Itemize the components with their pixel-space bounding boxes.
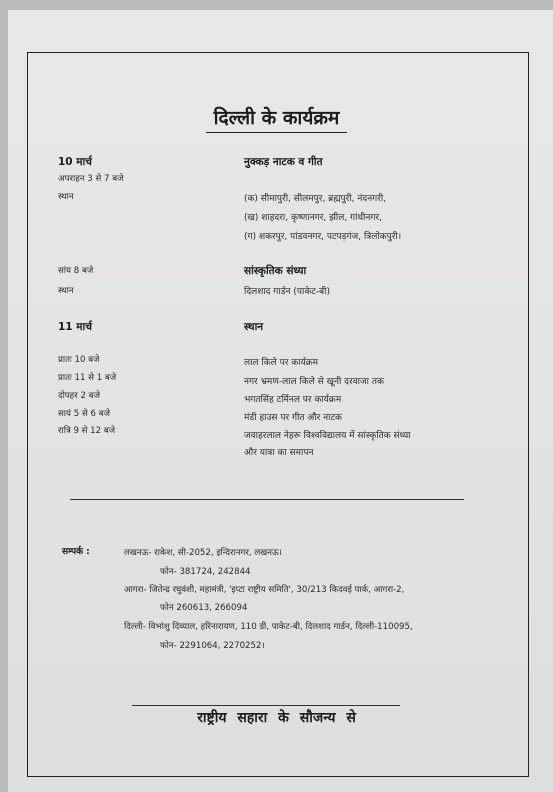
page-title: दिल्ली के कार्यक्रम [0,104,553,133]
schedule-time: सायं 5 से 6 बजे [58,409,110,419]
contact-line: फोन- 381724, 242844 [160,567,251,577]
section-divider [70,499,464,500]
day1-place-label: स्थान [58,192,74,202]
day2-date: 11 मार्च [58,321,92,333]
day1-date: 10 मार्च [58,156,92,168]
contact-label: सम्पर्क : [62,547,90,557]
day1-venue-1: (क) सीमापुरी, सीलमपुर, ब्रह्मपुरी, नंदनगरी, [244,194,387,204]
contact-line: आगरा- जितेन्द्र रघुवंशी, महामंत्री, 'इप्टा राष्ट्रीय समिति', 30/213 किदवई पार्क, आगरा-2, [124,585,405,595]
contact-line: लखनऊ- राकेश, सी-2052, इन्दिरानगर, लखनऊ। [124,548,282,558]
schedule-event: भगतसिंह टर्मिनल पर कार्यक्रम [244,395,342,405]
contact-line: फोन- 2291064, 2270252। [160,641,265,651]
day1-venue-3: (ग) शकरपुर, पांडवनगर, पटपड़गंज, त्रिलोकपुरी। [244,232,402,242]
schedule-time: रात्रि 9 से 12 बजे [58,426,116,436]
schedule-event: जवाहरलाल नेहरू विश्वविद्यालय में सांस्कृतिक संध्या [244,431,411,441]
schedule-event: नगर भ्रमण-लाल किले से खूनी दरवाजा तक [244,377,384,387]
footer-credit: राष्ट्रीय सहारा के सौजन्य से [197,710,356,726]
day2-heading: स्थान [244,321,264,333]
day1-evening-time: सांय 8 बजे [58,266,94,276]
schedule-time: प्रातः 11 से 1 बजे [58,373,117,383]
day1-evening-heading: सांस्कृतिक संध्या [244,265,307,277]
footer-divider [132,705,400,706]
contact-line: दिल्ली- विभांशु दिव्याल, हरिनारायण, 110 डी, पाकेट-बी, दिलशाद गार्डन, दिल्ली-110095, [124,622,413,632]
day1-venue-2: (ख) शाहदरा, कृष्णानगर, झील, गांधीनगर, [244,213,382,223]
day1-evening-place-label: स्थान [58,286,74,296]
schedule-event: मंडी हाउस पर गीत और नाटक [244,413,342,423]
schedule-time: दोपहर 2 बजे [58,391,100,401]
schedule-time: प्रातः 10 बजे [58,355,100,365]
contact-line: फोन 260613, 266094 [160,603,248,613]
day1-time: अपराहन 3 से 7 बजे [58,174,124,184]
schedule-event: लाल किले पर कार्यक्रम [244,358,319,368]
day1-heading: नुक्कड़ नाटक व गीत [244,156,323,168]
day1-evening-place: दिलशाद गार्डन (पाकेट-बी) [244,287,331,297]
schedule-closing-line: और यात्रा का समापन [244,448,314,458]
